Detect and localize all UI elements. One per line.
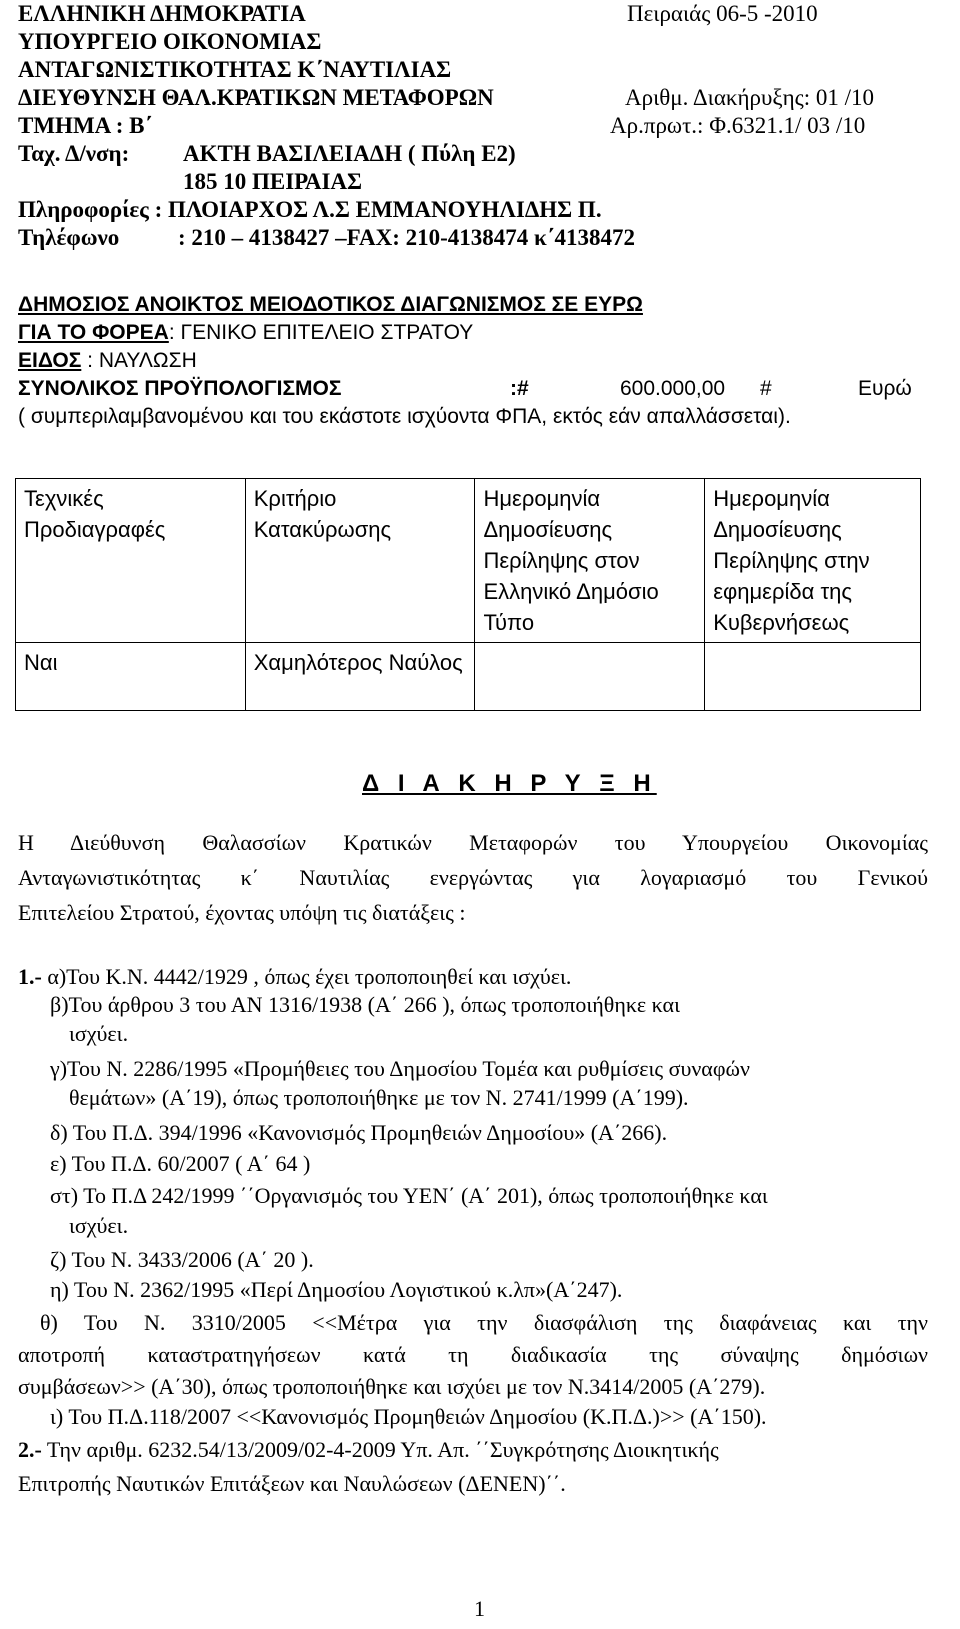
- budget-marker: :#: [510, 377, 529, 400]
- item-2-line-1: [18, 1436, 928, 1464]
- table-header-row: [16, 479, 921, 643]
- item-2-number: 2.-: [18, 1437, 42, 1462]
- page-number: 1: [474, 1596, 485, 1621]
- table-header: Ημερομηνία Δημοσίευσης Περίληψης στην εφημερίδα της Κυβερνήσεως: [705, 479, 921, 643]
- item-2-line-2: Επιτροπής Ναυτικών Επιτάξεων και Ναυλώσεων (ΔΕΝΕΝ)΄΄.: [18, 1471, 566, 1496]
- protocol-number: Αρ.πρωτ.: Φ.6321.1/ 03 /10: [610, 113, 866, 138]
- item-1-b-line-1: β)Του άρθρου 3 του ΑΝ 1316/1938 (Α΄ 266 ), όπως τροποποιήθηκε και: [50, 992, 680, 1017]
- intro-line-3: Επιτελείου Στρατού, έχοντας υπόψη τις διατάξεις :: [18, 900, 466, 925]
- reference-number: Αριθμ. Διακήρυξης: 01 /10: [625, 85, 875, 110]
- item-1-th-line-3: συμβάσεων>> (Α΄30), όπως τροποποιήθηκε και ισχύει με τον Ν.3414/2005 (Α΄279).: [18, 1374, 766, 1399]
- item-1-z: ζ) Του Ν. 3433/2006 (Α΄ 20 ).: [50, 1247, 314, 1272]
- table-header: Κριτήριο Κατακύρωσης: [245, 479, 475, 643]
- item-1: [18, 963, 571, 991]
- table-header: Ημερομηνία Δημοσίευσης Περίληψης στον Ελληνικό Δημόσιο Τύπο: [475, 479, 705, 643]
- item-1-b-line-2: ισχύει.: [69, 1021, 129, 1046]
- address-value: ΑΚΤΗ ΒΑΣΙΛΕΙΑΔΗ ( Πύλη Ε2): [183, 141, 516, 166]
- tender-type-value: : ΝΑΥΛΩΣΗ: [81, 349, 197, 372]
- phone-value: : 210 – 4138427 –FAX: 210-4138474 κ΄4138472: [178, 225, 635, 250]
- item-2-text: Την αριθμ. 6232.54/13/2009/02-4-2009 Υπ. Απ. ΄΄Συγκρότησης Διοικητικής: [41, 1437, 719, 1462]
- postcode: 185 10 ΠΕΙΡΑΙΑΣ: [183, 169, 363, 194]
- tender-title: ΔΗΜΟΣΙΟΣ ΑΝΟΙΚΤΟΣ ΜΕΙΟΔΟΤΙΚΟΣ ΔΙΑΓΩΝΙΣΜΟΣ ΣΕ ΕΥΡΩ: [18, 293, 643, 316]
- table-row: [16, 643, 921, 711]
- item-1-th-line-1: θ) Του Ν. 3310/2005 <<Μέτρα για την διασφάλιση της διαφάνειας και την: [40, 1310, 928, 1335]
- intro-line-1: Η Διεύθυνση Θαλασσίων Κρατικών Μεταφορών του Υπουργείου Οικονομίας: [18, 830, 928, 855]
- header-line-1: ΕΛΛΗΝΙΚΗ ΔΗΜΟΚΡΑΤΙΑ: [18, 1, 306, 26]
- declaration-title: Δ Ι Α Κ Η Ρ Υ Ξ Η: [362, 770, 657, 797]
- tender-body-label: ΓΙΑ ΤΟ ΦΟΡΕΑ: [18, 321, 169, 344]
- header-line-3: ΑΝΤΑΓΩΝΙΣΤΙΚΟΤΗΤΑΣ Κ΄ΝΑΥΤΙΛΙΑΣ: [18, 57, 452, 82]
- document-date: Πειραιάς 06-5 -2010: [627, 1, 818, 26]
- tender-body: [18, 321, 473, 345]
- header-line-2: ΥΠΟΥΡΓΕΙΟ ΟΙΚΟΝΟΜΙΑΣ: [18, 29, 322, 54]
- budget-hash: #: [760, 377, 772, 400]
- vat-note: ( συμπεριλαμβανομένου και του εκάστοτε ισχύοντα ΦΠΑ, εκτός εάν απαλλάσσεται).: [18, 405, 791, 428]
- item-1-th-line-2: αποτροπή καταστρατηγήσεων κατά τη διαδικασία της σύναψης δημόσιων: [18, 1342, 928, 1367]
- intro-line-2: Ανταγωνιστικότητας κ΄ Ναυτιλίας ενεργώντας για λογαριασμό του Γενικού: [18, 865, 928, 890]
- item-1-st-line-1: στ) Το Π.Δ 242/1999 ΄΄Οργανισμός του ΥΕΝ΄ (Α΄ 201), όπως τροποποιήθηκε και: [50, 1183, 768, 1208]
- address-label: Ταχ. Δ/νση:: [18, 141, 130, 166]
- item-1-h: η) Του Ν. 2362/1995 «Περί Δημοσίου Λογιστικού κ.λπ»(Α΄247).: [50, 1277, 623, 1302]
- header-line-4: ΔΙΕΥΘΥΝΣΗ ΘΑΛ.ΚΡΑΤΙΚΩΝ ΜΕΤΑΦΟΡΩΝ: [18, 85, 494, 110]
- header-line-5: ΤΜΗΜΑ : Β΄: [18, 113, 153, 138]
- item-1-c-line-1: γ)Του Ν. 2286/1995 «Προμήθειες του Δημοσίου Τομέα και ρυθμίσεις συναφών: [50, 1056, 750, 1081]
- table-header: Τεχνικές Προδιαγραφές: [16, 479, 246, 643]
- tender-type: [18, 349, 197, 373]
- table-cell: [475, 643, 705, 711]
- table-cell: [705, 643, 921, 711]
- info-line: Πληροφορίες : ΠΛΟΙΑΡΧΟΣ Λ.Σ ΕΜΜΑΝΟΥΗΛΙΔΗΣ Π.: [18, 197, 602, 222]
- budget-currency: Ευρώ: [858, 377, 912, 400]
- table-cell: Χαμηλότερος Ναύλος: [245, 643, 475, 711]
- phone-label: Τηλέφωνο: [18, 225, 120, 250]
- item-1-st-line-2: ισχύει.: [69, 1213, 129, 1238]
- table-cell: Ναι: [16, 643, 246, 711]
- item-1-a: α)Του Κ.Ν. 4442/1929 , όπως έχει τροποποιηθεί και ισχύει.: [41, 964, 572, 989]
- item-1-i: ι) Του Π.Δ.118/2007 <<Κανονισμός Προμηθειών Δημοσίου (Κ.Π.Δ.)>> (Α΄150).: [50, 1404, 767, 1429]
- item-1-e: ε) Του Π.Δ. 60/2007 ( Α΄ 64 ): [50, 1151, 311, 1176]
- tender-body-value: : ΓΕΝΙΚΟ ΕΠΙΤΕΛΕΙΟ ΣΤΡΑΤΟΥ: [168, 321, 474, 344]
- tender-specs-table: [15, 478, 921, 711]
- budget-label: ΣΥΝΟΛΙΚΟΣ ΠΡΟΫΠΟΛΟΓΙΣΜΟΣ: [18, 377, 342, 400]
- item-1-number: 1.-: [18, 964, 42, 989]
- budget-amount: 600.000,00: [620, 377, 726, 400]
- tender-type-label: ΕΙΔΟΣ: [18, 349, 82, 372]
- item-1-c-line-2: θεμάτων» (Α΄19), όπως τροποποιήθηκε με τον Ν. 2741/1999 (Α΄199).: [69, 1085, 689, 1110]
- item-1-d: δ) Του Π.Δ. 394/1996 «Κανονισμός Προμηθειών Δημοσίου» (Α΄266).: [50, 1120, 668, 1145]
